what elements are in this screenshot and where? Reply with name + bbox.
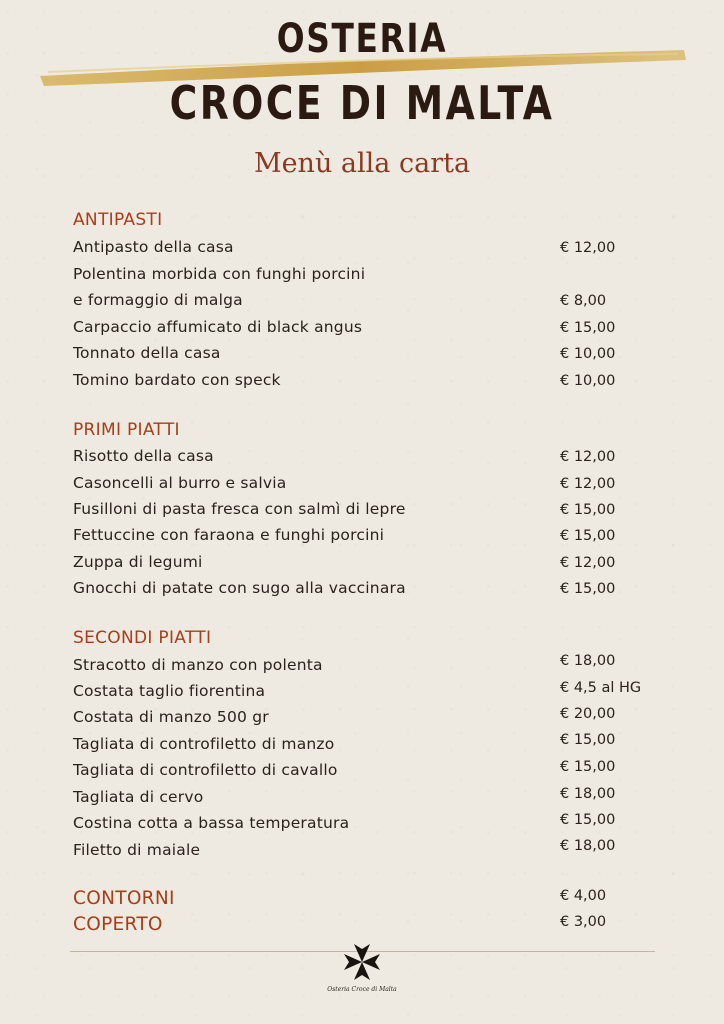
contorni-price: € 4,00 (560, 888, 607, 904)
menu-item: e formaggio di malga (73, 291, 243, 309)
menu-item-price: € 15,00 (560, 732, 616, 748)
menu-item: Stracotto di manzo con polenta (73, 656, 323, 674)
menu-item: Costata di manzo 500 gr (73, 708, 269, 726)
menu-item: Tagliata di cervo (73, 788, 204, 806)
restaurant-title-line2: CROCE DI MALTA (169, 76, 555, 130)
contorni-label: CONTORNI (73, 888, 175, 909)
menu-item-price: € 4,5 al HG (560, 680, 642, 696)
menu-item-price: € 12,00 (560, 476, 616, 492)
menu-item: Carpaccio affumicato di black angus (73, 318, 363, 336)
menu-item-price: € 12,00 (560, 555, 616, 571)
section-title-secondi: SECONDI PIATTI (73, 628, 212, 648)
menu-item: Costata taglio fiorentina (73, 682, 266, 700)
menu-item-price: € 15,00 (560, 320, 616, 336)
menu-item-price: € 15,00 (560, 759, 616, 775)
coperto-label: COPERTO (73, 914, 163, 935)
menu-item: Tagliata di controfiletto di cavallo (73, 761, 338, 779)
menu-item-price: € 18,00 (560, 786, 616, 802)
menu-item-price: € 10,00 (560, 346, 616, 362)
menu-item-price: € 15,00 (560, 502, 616, 518)
menu-item: Tonnato della casa (73, 344, 221, 362)
menu-item: Fusilloni di pasta fresca con salmì di lepre (73, 500, 406, 518)
menu-item: Costina cotta a bassa temperatura (73, 814, 350, 832)
section-title-antipasti: ANTIPASTI (73, 210, 163, 230)
menu-item: Polentina morbida con funghi porcini (73, 265, 366, 283)
menu-item-price: € 12,00 (560, 240, 616, 256)
menu-item: Zuppa di legumi (73, 553, 203, 571)
coperto-price: € 3,00 (560, 914, 607, 930)
menu-item-price: € 10,00 (560, 373, 616, 389)
restaurant-title-line1: OSTERIA (276, 16, 448, 62)
menu-item: Risotto della casa (73, 447, 214, 465)
menu-item-price: € 15,00 (560, 528, 616, 544)
footer-logo-text: Osteria Croce di Malta (327, 986, 397, 993)
menu-item: Casoncelli al burro e salvia (73, 474, 287, 492)
menu-item: Gnocchi di patate con sugo alla vaccinara (73, 579, 406, 597)
menu-item: Fettuccine con faraona e funghi porcini (73, 526, 385, 544)
menu-item: Tomino bardato con speck (73, 371, 281, 389)
menu-item-price: € 15,00 (560, 812, 616, 828)
menu-item-price: € 15,00 (560, 581, 616, 597)
menu-item-price: € 8,00 (560, 293, 607, 309)
section-title-primi: PRIMI PIATTI (73, 420, 180, 440)
menu-item-price: € 12,00 (560, 449, 616, 465)
menu-item: Antipasto della casa (73, 238, 234, 256)
menu-item-price: € 18,00 (560, 838, 616, 854)
menu-subtitle: Menù alla carta (253, 148, 471, 179)
maltese-cross-icon (340, 940, 384, 984)
menu-item: Tagliata di controfiletto di manzo (73, 735, 335, 753)
menu-item-price: € 20,00 (560, 706, 616, 722)
menu-item-price: € 18,00 (560, 653, 616, 669)
menu-item: Filetto di maiale (73, 841, 201, 859)
